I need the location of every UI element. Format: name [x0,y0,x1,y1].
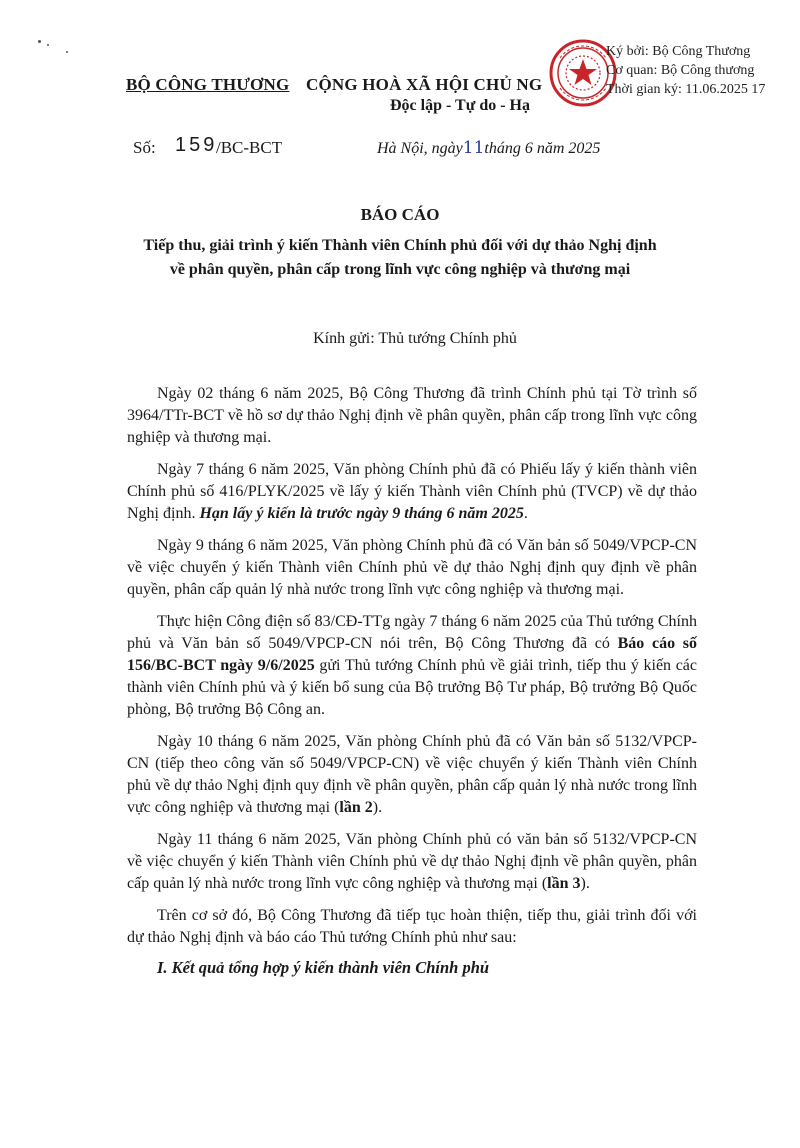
national-motto: Độc lập - Tự do - Hạ [390,97,530,114]
paragraph-6-text: Ngày 11 tháng 6 năm 2025, Văn phòng Chính phủ có văn bản số 5132/VPCP-CN về việc chuyển ý kiến Thành viên Chính phủ về dự thảo Nghị định về phân quyền, phân cấp quản lý nhà nước trong lĩnh vực công nghiệp và thương mại ( [127,831,697,892]
document-subtitle-line1: Tiếp thu, giải trình ý kiến Thành viên Chính phủ đối với dự thảo Nghị định [143,237,657,254]
recipient-line: Kính gửi: Thủ tướng Chính phủ [313,330,517,347]
signature-signed-by: Ký bởi: Bộ Công Thương [606,44,751,59]
dateline-prefix: Hà Nội, ngày [377,140,463,157]
scan-speck [38,40,41,43]
dateline [377,138,600,158]
scan-speck [66,51,68,53]
document-title: BÁO CÁO [360,205,440,224]
paragraph-4-end: gửi Thủ tướng Chính phủ về giải trình, tiếp thu ý kiến các thành viên Chính phủ và ý kiến bổ sung của Bộ trưởng Bộ Tư pháp, Bộ trưởng Bộ Quốc phòng, Bộ trưởng Bộ Công an. [127,657,697,718]
paragraph-2-text: Ngày 7 tháng 6 năm 2025, Văn phòng Chính phủ đã có Phiếu lấy ý kiến thành viên Chính phủ số 416/PLYK/2025 về lấy ý kiến Thành viên Chính phủ (TVCP) về dự thảo Nghị định. [127,461,697,522]
paragraph-3: Ngày 9 tháng 6 năm 2025, Văn phòng Chính phủ đã có Văn bản số 5049/VPCP-CN về việc chuyển ý kiến Thành viên Chính phủ về dự thảo Nghị định quy định về phân quyền, phân cấp quản lý nhà nước trong lĩnh vực công nghiệp và thương mại. [127,537,697,598]
paragraph-5-end: ). [372,799,383,816]
paragraph-1: Ngày 02 tháng 6 năm 2025, Bộ Công Thương đã trình Chính phủ tại Tờ trình số 3964/TTr-BCT về hồ sơ dự thảo Nghị định về phân quyền, phân cấp trong lĩnh vực công nghiệp và thương mại. [127,385,697,446]
dateline-day: 11 [462,138,485,158]
doc-number-value: 159 [175,134,218,156]
paragraph-2-deadline: Hạn lấy ý kiến là trước ngày 9 tháng 6 năm 2025 [199,505,524,522]
signature-time: Thời gian ký: 11.06.2025 17 [606,82,766,97]
national-title: CỘNG HOÀ XÃ HỘI CHỦ NG [306,75,543,94]
paragraph-5-round: lần 2 [339,799,373,816]
paragraph-2-end: . [523,505,528,522]
dateline-suffix: tháng 6 năm 2025 [484,140,601,157]
body-text [127,383,697,959]
doc-number-suffix: /BC-BCT [216,138,283,157]
paragraph-6-end: ). [580,875,590,892]
signature-agency: Cơ quan: Bộ Công thương [606,63,755,78]
paragraph-4-text: Thực hiện Công điện số 83/CĐ-TTg ngày 7 tháng 6 năm 2025 của Thủ tướng Chính phủ và Văn bản số 5049/VPCP-CN nói trên, Bộ Công Thương đã có [127,613,697,652]
issuing-organization: BỘ CÔNG THƯƠNG [126,75,290,94]
paragraph-5 [127,731,697,819]
document-subtitle-line2: về phân quyền, phân cấp trong lĩnh vực công nghiệp và thương mại [169,261,631,278]
paragraph-2 [127,459,697,525]
paragraph-5-text: Ngày 10 tháng 6 năm 2025, Văn phòng Chính phủ đã có Văn bản số 5132/VPCP-CN (tiếp theo công văn số 5049/VPCP-CN) về việc chuyển ý kiến Thành viên Chính phủ về dự thảo Nghị định quy định về phân quyền, phân cấp quản lý nhà nước trong lĩnh vực công nghiệp và thương mại ( [127,733,697,816]
paragraph-7: Trên cơ sở đó, Bộ Công Thương đã tiếp tục hoàn thiện, tiếp thu, giải trình đối với dự thảo Nghị định và báo cáo Thủ tướng Chính phủ như sau: [127,907,697,946]
paragraph-4-report-ref: Báo cáo số 156/BC-BCT ngày 9/6/2025 [127,635,698,674]
doc-number-label: Số: [133,138,156,157]
paragraph-4 [127,611,697,721]
paragraph-6-round: lần 3 [547,875,581,892]
paragraph-6 [127,829,697,895]
scan-speck [47,44,49,46]
section-heading: I. Kết quả tổng hợp ý kiến thành viên Chính phủ [157,958,490,977]
